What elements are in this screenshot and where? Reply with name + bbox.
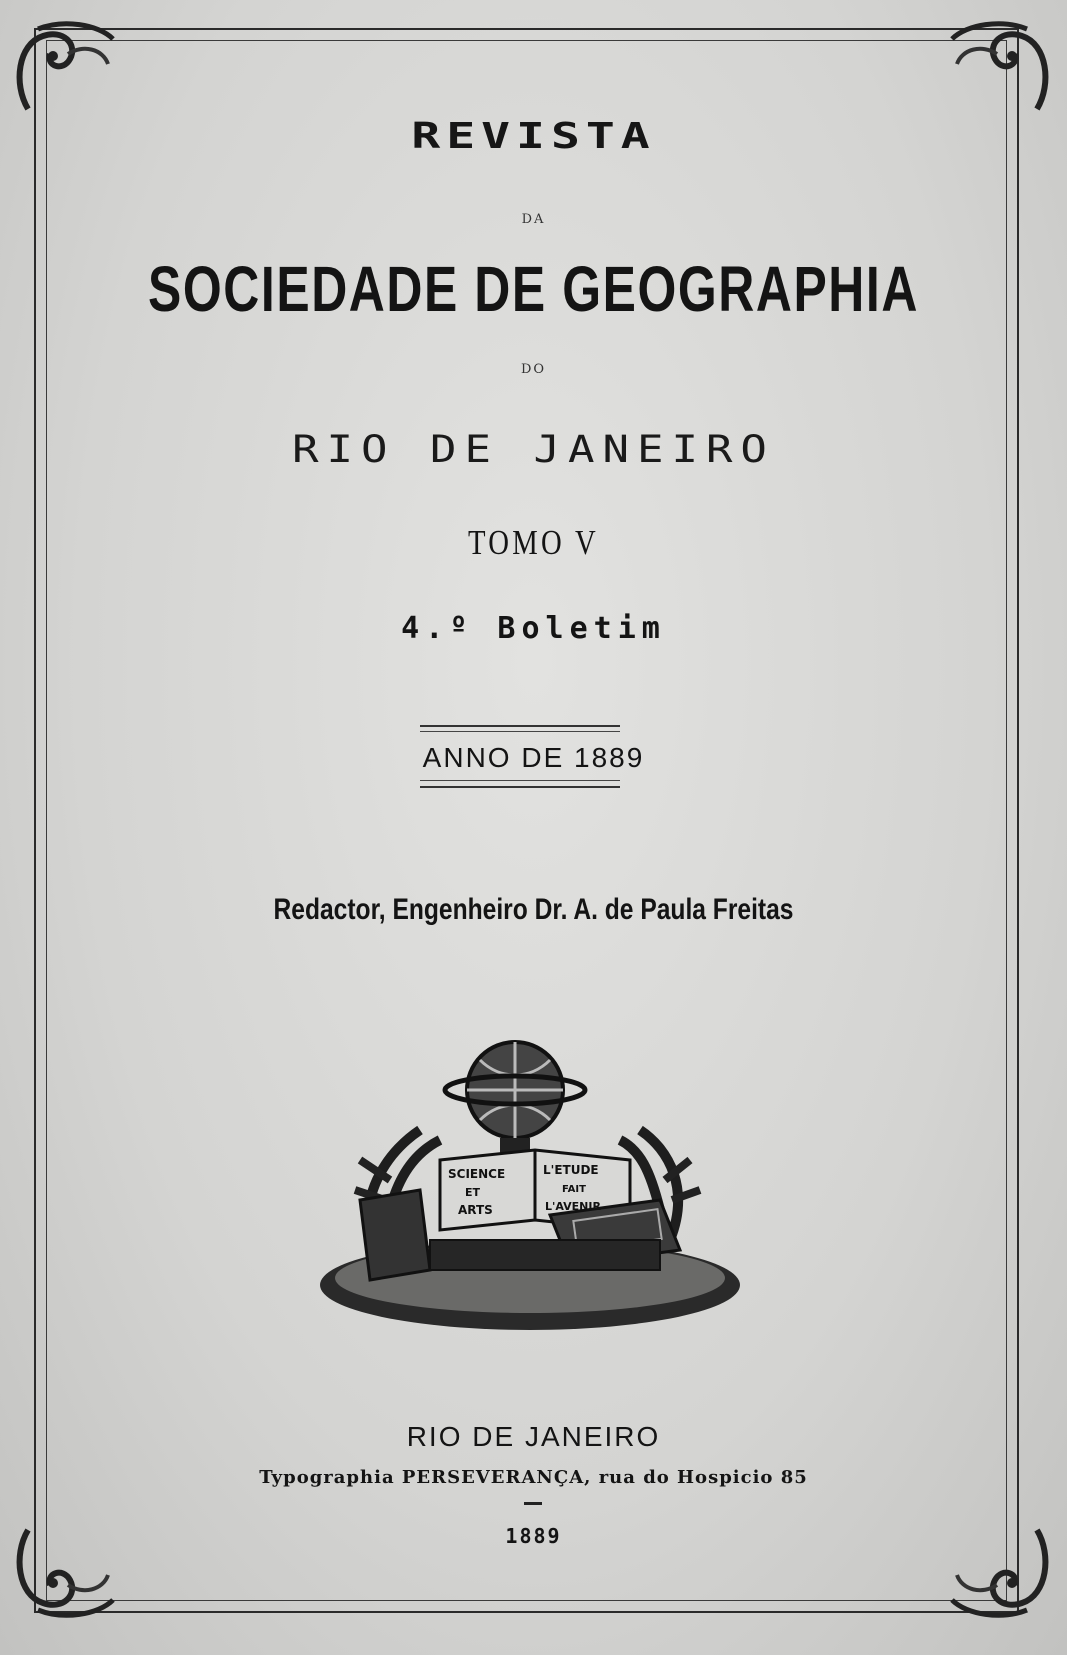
printer-line: Typographia PERSEVERANÇA, rua do Hospicio 85 <box>259 1467 808 1488</box>
rule-bottom-thin <box>420 780 620 781</box>
city-name: RIO DE JANEIRO <box>292 427 775 472</box>
editor-line: Redactor, Engenheiro Dr. A. de Paula Freitas <box>273 893 794 926</box>
imprint-city: RIO DE JANEIRO <box>406 1421 661 1452</box>
short-dash <box>524 1502 542 1505</box>
corner-ornament-icon <box>947 14 1057 124</box>
emblem-text-4: L'ETUDE <box>543 1163 599 1177</box>
publication-year: 1889 <box>505 1524 562 1548</box>
volume-label: TOMO V <box>467 523 600 562</box>
preposition-do: DO <box>520 362 547 377</box>
year-label: ANNO DE 1889 <box>422 742 645 773</box>
bulletin-label: 4.º Boletim <box>401 611 666 646</box>
rule-top-thin <box>420 731 620 732</box>
emblem-text-1: SCIENCE <box>448 1167 506 1181</box>
emblem-text-5: FAIT <box>562 1184 586 1195</box>
preposition-da: DA <box>521 212 546 227</box>
journal-title: REVISTA <box>411 115 656 157</box>
rule-bottom <box>420 786 620 788</box>
society-name: SOCIEDADE DE GEOGRAPHIA <box>148 253 919 325</box>
rule-top <box>420 725 620 727</box>
emblem-text-2: ET <box>465 1186 481 1199</box>
globe-books-emblem-icon <box>300 1040 760 1340</box>
corner-ornament-icon <box>8 14 118 124</box>
emblem-text-3: ARTS <box>458 1203 493 1217</box>
emblem-text-6: L'AVENIR <box>545 1200 601 1213</box>
